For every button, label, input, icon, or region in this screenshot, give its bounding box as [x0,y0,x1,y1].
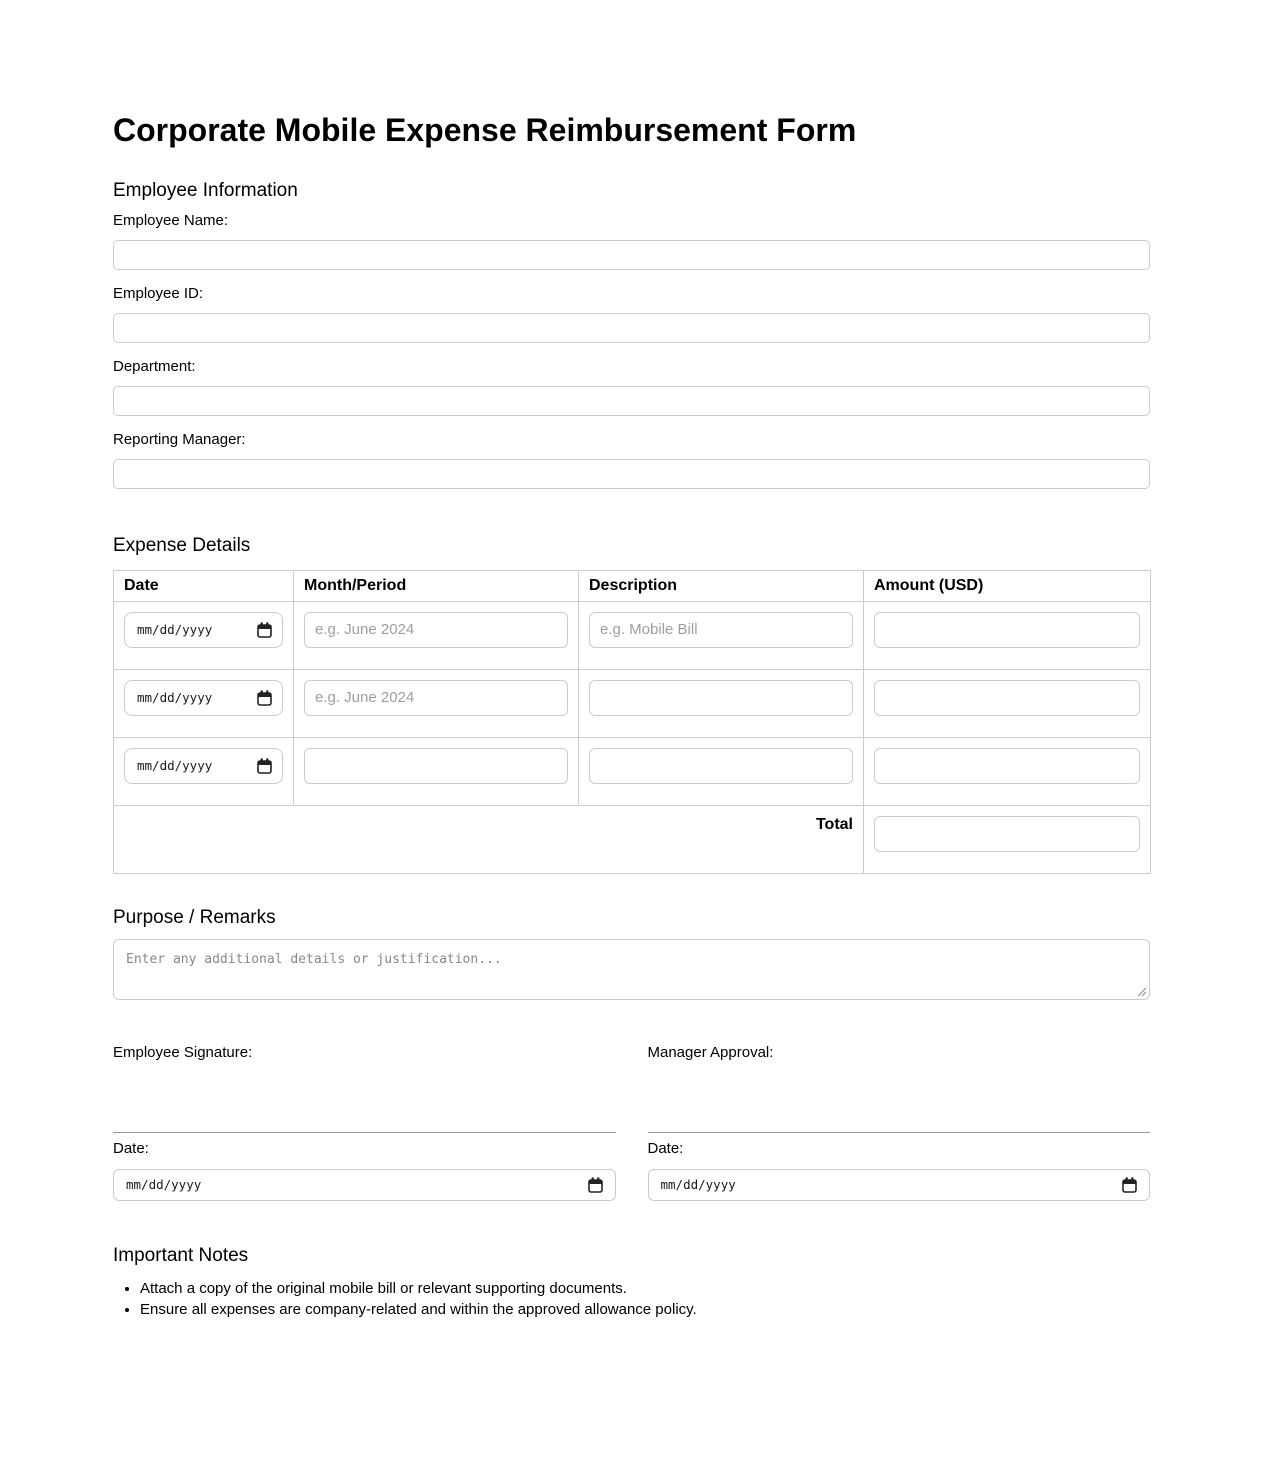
page-title: Corporate Mobile Expense Reimbursement Form [113,112,857,148]
expense-table [113,570,1151,874]
note-item: • Ensure all expenses are company-related and within the approved allowance policy. [140,1299,1150,1320]
expense-1-amount-input[interactable] [874,612,1140,648]
expense-row-2 [114,669,1151,737]
resize-handle[interactable] [1137,987,1147,997]
manager-date-label: Date: [647,1139,684,1157]
total-label: Total [114,805,864,873]
expense-total-row [114,805,1151,873]
reporting-manager-input[interactable] [113,459,1150,489]
employee-date-label: Date: [113,1139,149,1157]
employee-name-input[interactable] [113,240,1150,270]
employee-signature-label: Employee Signature: [113,1043,253,1061]
expense-2-date-input[interactable] [124,680,283,716]
purpose-remarks-textarea[interactable] [113,939,1150,1000]
expense-1-month-input[interactable] [304,612,568,648]
expense-row-1 [114,601,1151,669]
important-notes-heading: Important Notes [113,1244,249,1266]
expense-details-heading: Expense Details [113,534,251,556]
employee-info-heading: Employee Information [113,179,298,201]
manager-date-input[interactable] [648,1169,1151,1201]
date-placeholder-text: mm/dd/yyyy [126,1177,202,1193]
employee-date-input[interactable] [113,1169,616,1201]
expense-2-amount-input[interactable] [874,680,1140,716]
expense-3-description-input[interactable] [589,748,853,784]
employee-signature-block [113,1044,616,1201]
purpose-remarks-heading: Purpose / Remarks [113,906,276,928]
expense-1-date-input[interactable] [124,612,283,648]
column-header-amount: Amount (USD) [864,570,1151,601]
important-notes-list [113,1278,1150,1320]
expense-row-3 [114,737,1151,805]
expense-2-month-input[interactable] [304,680,568,716]
employee-signature-line [113,1132,616,1133]
reporting-manager-label: Reporting Manager: [113,430,246,448]
calendar-icon[interactable] [257,690,272,706]
date-placeholder-text: mm/dd/yyyy [137,690,213,706]
column-header-month-period: Month/Period [294,570,579,601]
column-header-date: Date [114,570,294,601]
column-header-description: Description [579,570,864,601]
employee-name-label: Employee Name: [113,211,229,229]
expense-table-header-row [114,570,1151,601]
total-amount-input[interactable] [874,816,1140,852]
expense-3-amount-input[interactable] [874,748,1140,784]
date-placeholder-text: mm/dd/yyyy [660,1177,736,1193]
remarks-placeholder-text: Enter any additional details or justification... [126,951,502,967]
manager-approval-label: Manager Approval: [647,1043,774,1061]
manager-approval-block [648,1044,1151,1201]
date-placeholder-text: mm/dd/yyyy [137,758,213,774]
calendar-icon[interactable] [1122,1177,1137,1193]
expense-3-month-input[interactable] [304,748,568,784]
department-label: Department: [113,357,196,375]
calendar-icon[interactable] [588,1177,603,1193]
department-input[interactable] [113,386,1150,416]
expense-3-date-input[interactable] [124,748,283,784]
employee-id-label: Employee ID: [113,284,204,302]
expense-1-description-input[interactable] [589,612,853,648]
employee-id-input[interactable] [113,313,1150,343]
date-placeholder-text: mm/dd/yyyy [137,622,213,638]
calendar-icon[interactable] [257,622,272,638]
calendar-icon[interactable] [257,758,272,774]
manager-signature-line [648,1132,1151,1133]
expense-2-description-input[interactable] [589,680,853,716]
note-item: • Attach a copy of the original mobile bill or relevant supporting documents. [140,1278,1150,1299]
signature-section [113,1044,1150,1201]
